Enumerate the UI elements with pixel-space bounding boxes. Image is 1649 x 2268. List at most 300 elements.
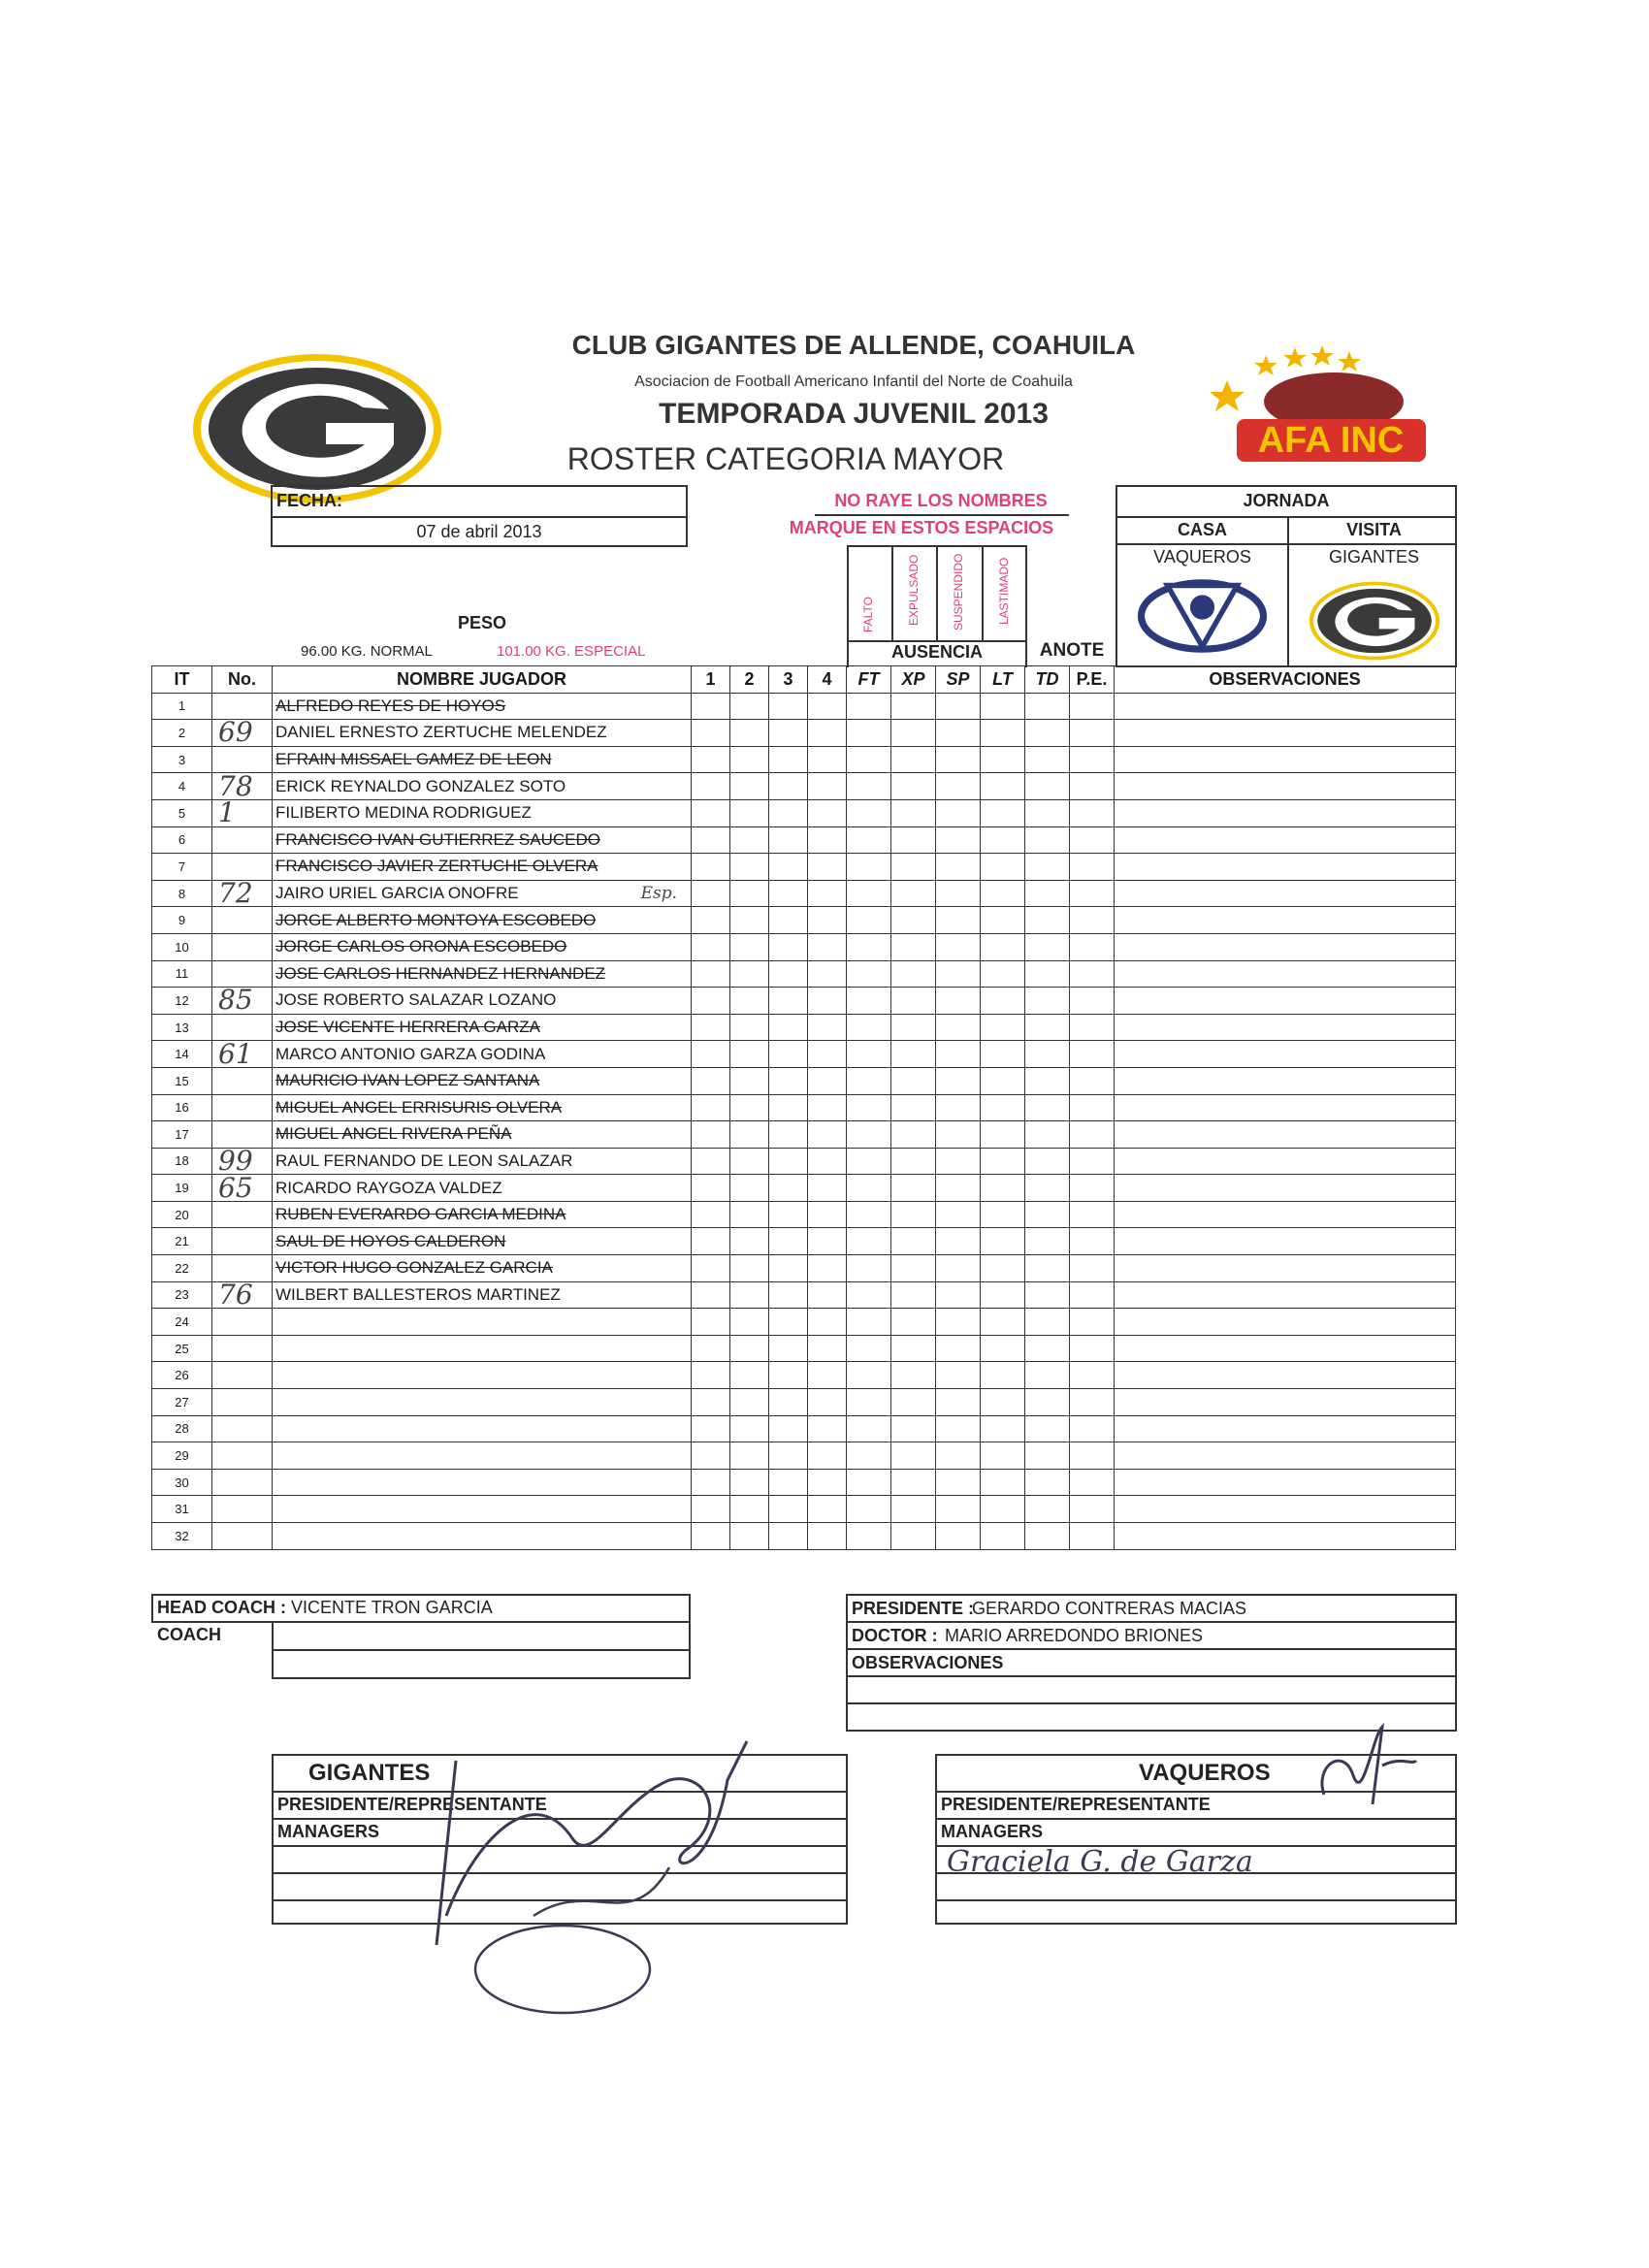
row-cell-sp[interactable]: [936, 1523, 981, 1550]
row-cell-pe[interactable]: [1070, 1523, 1115, 1550]
row-cell-sp[interactable]: [936, 1014, 981, 1041]
row-cell-obs[interactable]: [1115, 826, 1456, 854]
row-cell-lt[interactable]: [981, 1175, 1025, 1202]
row-cell-lt[interactable]: [981, 907, 1025, 934]
row-cell-xp[interactable]: [891, 826, 936, 854]
row-cell-q3[interactable]: [769, 988, 808, 1015]
row-cell-pe[interactable]: [1070, 1442, 1115, 1470]
row-cell-td[interactable]: [1025, 1362, 1070, 1389]
row-cell-lt[interactable]: [981, 1281, 1025, 1309]
row-cell-pe[interactable]: [1070, 880, 1115, 907]
row-cell-lt[interactable]: [981, 933, 1025, 960]
row-cell-td[interactable]: [1025, 1094, 1070, 1121]
row-cell-q1[interactable]: [692, 933, 730, 960]
row-cell-q1[interactable]: [692, 1228, 730, 1255]
row-cell-sp[interactable]: [936, 1389, 981, 1416]
row-cell-q2[interactable]: [730, 1362, 769, 1389]
row-cell-lt[interactable]: [981, 1362, 1025, 1389]
row-cell-sp[interactable]: [936, 826, 981, 854]
row-cell-xp[interactable]: [891, 1148, 936, 1175]
row-cell-q3[interactable]: [769, 880, 808, 907]
row-cell-q1[interactable]: [692, 907, 730, 934]
row-cell-sp[interactable]: [936, 1228, 981, 1255]
row-cell-q4[interactable]: [808, 1281, 847, 1309]
row-cell-q4[interactable]: [808, 960, 847, 988]
row-cell-td[interactable]: [1025, 1442, 1070, 1470]
row-cell-lt[interactable]: [981, 1442, 1025, 1470]
row-cell-td[interactable]: [1025, 1228, 1070, 1255]
row-jersey-number[interactable]: [212, 1067, 273, 1094]
row-jersey-number[interactable]: [212, 773, 273, 800]
row-cell-td[interactable]: [1025, 1201, 1070, 1228]
row-cell-xp[interactable]: [891, 1014, 936, 1041]
row-cell-q3[interactable]: [769, 1496, 808, 1523]
row-cell-td[interactable]: [1025, 1389, 1070, 1416]
row-cell-q3[interactable]: [769, 933, 808, 960]
row-cell-q2[interactable]: [730, 1148, 769, 1175]
row-cell-q3[interactable]: [769, 1255, 808, 1282]
row-cell-q2[interactable]: [730, 1389, 769, 1416]
row-cell-q4[interactable]: [808, 1148, 847, 1175]
row-cell-q4[interactable]: [808, 1014, 847, 1041]
row-cell-q4[interactable]: [808, 880, 847, 907]
row-cell-ft[interactable]: [847, 988, 891, 1015]
row-cell-pe[interactable]: [1070, 720, 1115, 747]
row-cell-pe[interactable]: [1070, 1041, 1115, 1068]
row-cell-obs[interactable]: [1115, 854, 1456, 881]
row-cell-sp[interactable]: [936, 1175, 981, 1202]
row-cell-q3[interactable]: [769, 1415, 808, 1442]
row-cell-pe[interactable]: [1070, 1201, 1115, 1228]
row-cell-pe[interactable]: [1070, 988, 1115, 1015]
row-cell-ft[interactable]: [847, 1175, 891, 1202]
row-cell-obs[interactable]: [1115, 720, 1456, 747]
row-cell-q1[interactable]: [692, 1067, 730, 1094]
row-cell-ft[interactable]: [847, 1442, 891, 1470]
row-cell-ft[interactable]: [847, 1389, 891, 1416]
row-cell-xp[interactable]: [891, 907, 936, 934]
row-cell-xp[interactable]: [891, 960, 936, 988]
row-cell-ft[interactable]: [847, 907, 891, 934]
row-cell-q3[interactable]: [769, 960, 808, 988]
row-cell-q3[interactable]: [769, 1389, 808, 1416]
row-cell-obs[interactable]: [1115, 1389, 1456, 1416]
row-cell-lt[interactable]: [981, 1228, 1025, 1255]
row-cell-q1[interactable]: [692, 1014, 730, 1041]
row-cell-lt[interactable]: [981, 1094, 1025, 1121]
row-cell-td[interactable]: [1025, 960, 1070, 988]
row-cell-td[interactable]: [1025, 1281, 1070, 1309]
row-cell-q3[interactable]: [769, 746, 808, 773]
fecha-value[interactable]: 07 de abril 2013: [416, 522, 542, 541]
row-cell-obs[interactable]: [1115, 773, 1456, 800]
row-cell-sp[interactable]: [936, 960, 981, 988]
row-cell-lt[interactable]: [981, 720, 1025, 747]
row-cell-sp[interactable]: [936, 988, 981, 1015]
row-cell-pe[interactable]: [1070, 1148, 1115, 1175]
row-cell-sp[interactable]: [936, 1281, 981, 1309]
row-cell-lt[interactable]: [981, 1496, 1025, 1523]
row-cell-td[interactable]: [1025, 1335, 1070, 1362]
row-cell-pe[interactable]: [1070, 1496, 1115, 1523]
row-cell-td[interactable]: [1025, 1148, 1070, 1175]
row-cell-q1[interactable]: [692, 826, 730, 854]
row-jersey-number[interactable]: [212, 1442, 273, 1470]
row-cell-td[interactable]: [1025, 1067, 1070, 1094]
row-cell-td[interactable]: [1025, 799, 1070, 826]
row-cell-ft[interactable]: [847, 799, 891, 826]
row-cell-sp[interactable]: [936, 854, 981, 881]
row-cell-q4[interactable]: [808, 1469, 847, 1496]
row-cell-q2[interactable]: [730, 773, 769, 800]
row-cell-q2[interactable]: [730, 1281, 769, 1309]
row-cell-lt[interactable]: [981, 1389, 1025, 1416]
row-cell-ft[interactable]: [847, 1469, 891, 1496]
row-cell-q2[interactable]: [730, 1442, 769, 1470]
row-cell-lt[interactable]: [981, 1148, 1025, 1175]
row-cell-sp[interactable]: [936, 1362, 981, 1389]
row-cell-obs[interactable]: [1115, 1041, 1456, 1068]
row-cell-q2[interactable]: [730, 1121, 769, 1149]
row-cell-xp[interactable]: [891, 1362, 936, 1389]
row-cell-sp[interactable]: [936, 1469, 981, 1496]
row-jersey-number[interactable]: [212, 1228, 273, 1255]
row-cell-pe[interactable]: [1070, 1281, 1115, 1309]
row-cell-q1[interactable]: [692, 746, 730, 773]
row-cell-ft[interactable]: [847, 693, 891, 720]
row-cell-q2[interactable]: [730, 1309, 769, 1336]
row-cell-q2[interactable]: [730, 1496, 769, 1523]
row-cell-q3[interactable]: [769, 1228, 808, 1255]
row-cell-q3[interactable]: [769, 1201, 808, 1228]
row-cell-obs[interactable]: [1115, 1415, 1456, 1442]
row-cell-ft[interactable]: [847, 1309, 891, 1336]
row-cell-obs[interactable]: [1115, 880, 1456, 907]
row-cell-td[interactable]: [1025, 1255, 1070, 1282]
row-cell-sp[interactable]: [936, 933, 981, 960]
row-cell-lt[interactable]: [981, 880, 1025, 907]
row-cell-ft[interactable]: [847, 1014, 891, 1041]
row-cell-pe[interactable]: [1070, 799, 1115, 826]
row-cell-sp[interactable]: [936, 1442, 981, 1470]
row-cell-lt[interactable]: [981, 1415, 1025, 1442]
row-cell-q1[interactable]: [692, 1041, 730, 1068]
row-cell-lt[interactable]: [981, 1067, 1025, 1094]
row-jersey-number[interactable]: [212, 1121, 273, 1149]
row-cell-td[interactable]: [1025, 933, 1070, 960]
row-cell-q2[interactable]: [730, 988, 769, 1015]
row-cell-lt[interactable]: [981, 799, 1025, 826]
row-cell-ft[interactable]: [847, 1121, 891, 1149]
row-cell-td[interactable]: [1025, 1041, 1070, 1068]
row-cell-q1[interactable]: [692, 1175, 730, 1202]
row-cell-sp[interactable]: [936, 799, 981, 826]
row-cell-ft[interactable]: [847, 1067, 891, 1094]
row-cell-sp[interactable]: [936, 720, 981, 747]
row-cell-q1[interactable]: [692, 773, 730, 800]
row-cell-lt[interactable]: [981, 960, 1025, 988]
row-cell-q4[interactable]: [808, 1041, 847, 1068]
row-cell-ft[interactable]: [847, 1496, 891, 1523]
row-cell-obs[interactable]: [1115, 1228, 1456, 1255]
row-cell-ft[interactable]: [847, 1362, 891, 1389]
row-cell-lt[interactable]: [981, 1469, 1025, 1496]
row-cell-q2[interactable]: [730, 1041, 769, 1068]
row-cell-pe[interactable]: [1070, 1389, 1115, 1416]
row-cell-pe[interactable]: [1070, 1362, 1115, 1389]
row-cell-q4[interactable]: [808, 720, 847, 747]
row-cell-q3[interactable]: [769, 1014, 808, 1041]
row-cell-xp[interactable]: [891, 720, 936, 747]
row-cell-q1[interactable]: [692, 880, 730, 907]
row-cell-xp[interactable]: [891, 1523, 936, 1550]
row-cell-xp[interactable]: [891, 773, 936, 800]
row-cell-obs[interactable]: [1115, 1362, 1456, 1389]
row-cell-ft[interactable]: [847, 1335, 891, 1362]
row-cell-ft[interactable]: [847, 1415, 891, 1442]
row-cell-ft[interactable]: [847, 773, 891, 800]
row-cell-q1[interactable]: [692, 1255, 730, 1282]
row-cell-obs[interactable]: [1115, 1281, 1456, 1309]
row-cell-q2[interactable]: [730, 1014, 769, 1041]
row-cell-q4[interactable]: [808, 1335, 847, 1362]
row-cell-q2[interactable]: [730, 1094, 769, 1121]
row-cell-q4[interactable]: [808, 1228, 847, 1255]
row-cell-q4[interactable]: [808, 1389, 847, 1416]
row-cell-td[interactable]: [1025, 746, 1070, 773]
row-cell-q1[interactable]: [692, 1335, 730, 1362]
row-cell-pe[interactable]: [1070, 960, 1115, 988]
row-cell-obs[interactable]: [1115, 1523, 1456, 1550]
row-cell-sp[interactable]: [936, 1148, 981, 1175]
row-cell-ft[interactable]: [847, 1094, 891, 1121]
row-jersey-number[interactable]: [212, 907, 273, 934]
row-cell-q4[interactable]: [808, 693, 847, 720]
row-jersey-number[interactable]: [212, 933, 273, 960]
row-cell-xp[interactable]: [891, 933, 936, 960]
row-cell-obs[interactable]: [1115, 693, 1456, 720]
row-cell-q3[interactable]: [769, 1094, 808, 1121]
row-cell-td[interactable]: [1025, 1469, 1070, 1496]
row-cell-q1[interactable]: [692, 693, 730, 720]
row-cell-q3[interactable]: [769, 1281, 808, 1309]
row-cell-q1[interactable]: [692, 1469, 730, 1496]
row-cell-pe[interactable]: [1070, 1228, 1115, 1255]
row-cell-q3[interactable]: [769, 1067, 808, 1094]
row-cell-q4[interactable]: [808, 1442, 847, 1470]
row-cell-q1[interactable]: [692, 1415, 730, 1442]
row-cell-ft[interactable]: [847, 1201, 891, 1228]
row-cell-q3[interactable]: [769, 826, 808, 854]
row-cell-td[interactable]: [1025, 693, 1070, 720]
row-cell-obs[interactable]: [1115, 1469, 1456, 1496]
row-cell-pe[interactable]: [1070, 933, 1115, 960]
row-cell-q4[interactable]: [808, 1067, 847, 1094]
row-cell-q2[interactable]: [730, 746, 769, 773]
row-cell-q3[interactable]: [769, 720, 808, 747]
row-cell-q1[interactable]: [692, 1309, 730, 1336]
row-cell-q3[interactable]: [769, 907, 808, 934]
row-cell-td[interactable]: [1025, 854, 1070, 881]
row-jersey-number[interactable]: [212, 1094, 273, 1121]
row-cell-q2[interactable]: [730, 933, 769, 960]
row-cell-q3[interactable]: [769, 1335, 808, 1362]
row-cell-ft[interactable]: [847, 854, 891, 881]
row-cell-xp[interactable]: [891, 854, 936, 881]
row-cell-q3[interactable]: [769, 1175, 808, 1202]
row-cell-td[interactable]: [1025, 1523, 1070, 1550]
row-cell-q4[interactable]: [808, 1496, 847, 1523]
row-cell-xp[interactable]: [891, 880, 936, 907]
row-cell-q4[interactable]: [808, 1175, 847, 1202]
row-cell-td[interactable]: [1025, 988, 1070, 1015]
row-cell-q3[interactable]: [769, 1523, 808, 1550]
row-cell-lt[interactable]: [981, 988, 1025, 1015]
row-cell-q4[interactable]: [808, 854, 847, 881]
row-cell-sp[interactable]: [936, 1121, 981, 1149]
row-cell-lt[interactable]: [981, 1201, 1025, 1228]
row-cell-q2[interactable]: [730, 720, 769, 747]
row-cell-sp[interactable]: [936, 1255, 981, 1282]
row-cell-q1[interactable]: [692, 1201, 730, 1228]
row-cell-lt[interactable]: [981, 773, 1025, 800]
row-cell-lt[interactable]: [981, 1523, 1025, 1550]
row-cell-q2[interactable]: [730, 1469, 769, 1496]
row-cell-ft[interactable]: [847, 1041, 891, 1068]
row-cell-ft[interactable]: [847, 1148, 891, 1175]
row-cell-obs[interactable]: [1115, 933, 1456, 960]
row-cell-obs[interactable]: [1115, 1309, 1456, 1336]
row-cell-q3[interactable]: [769, 1148, 808, 1175]
row-cell-lt[interactable]: [981, 1014, 1025, 1041]
row-jersey-number[interactable]: [212, 1255, 273, 1282]
row-cell-pe[interactable]: [1070, 1121, 1115, 1149]
row-cell-q3[interactable]: [769, 1362, 808, 1389]
row-cell-xp[interactable]: [891, 1175, 936, 1202]
row-cell-q4[interactable]: [808, 1309, 847, 1336]
row-cell-q2[interactable]: [730, 1523, 769, 1550]
row-cell-q4[interactable]: [808, 988, 847, 1015]
row-cell-obs[interactable]: [1115, 799, 1456, 826]
row-cell-ft[interactable]: [847, 1255, 891, 1282]
row-cell-lt[interactable]: [981, 1041, 1025, 1068]
row-cell-lt[interactable]: [981, 746, 1025, 773]
row-cell-td[interactable]: [1025, 1175, 1070, 1202]
row-cell-q3[interactable]: [769, 1469, 808, 1496]
row-jersey-number[interactable]: [212, 1309, 273, 1336]
row-cell-q4[interactable]: [808, 826, 847, 854]
row-cell-q4[interactable]: [808, 799, 847, 826]
row-cell-ft[interactable]: [847, 1281, 891, 1309]
row-cell-lt[interactable]: [981, 1309, 1025, 1336]
row-cell-pe[interactable]: [1070, 1014, 1115, 1041]
row-jersey-number[interactable]: [212, 1041, 273, 1068]
row-cell-q2[interactable]: [730, 1255, 769, 1282]
row-cell-q2[interactable]: [730, 854, 769, 881]
row-cell-td[interactable]: [1025, 1496, 1070, 1523]
row-cell-q2[interactable]: [730, 826, 769, 854]
row-cell-xp[interactable]: [891, 1201, 936, 1228]
row-cell-q2[interactable]: [730, 1335, 769, 1362]
row-cell-ft[interactable]: [847, 933, 891, 960]
row-cell-obs[interactable]: [1115, 1335, 1456, 1362]
row-cell-q1[interactable]: [692, 720, 730, 747]
row-cell-td[interactable]: [1025, 1415, 1070, 1442]
row-cell-xp[interactable]: [891, 1442, 936, 1470]
row-cell-xp[interactable]: [891, 1121, 936, 1149]
row-cell-ft[interactable]: [847, 746, 891, 773]
row-jersey-number[interactable]: [212, 746, 273, 773]
row-jersey-number[interactable]: [212, 960, 273, 988]
row-cell-q1[interactable]: [692, 1523, 730, 1550]
row-cell-ft[interactable]: [847, 720, 891, 747]
row-cell-td[interactable]: [1025, 907, 1070, 934]
row-jersey-number[interactable]: [212, 988, 273, 1015]
row-cell-pe[interactable]: [1070, 693, 1115, 720]
row-cell-xp[interactable]: [891, 1041, 936, 1068]
row-cell-q4[interactable]: [808, 1094, 847, 1121]
row-cell-lt[interactable]: [981, 1255, 1025, 1282]
row-cell-xp[interactable]: [891, 1496, 936, 1523]
row-cell-xp[interactable]: [891, 1228, 936, 1255]
row-cell-q2[interactable]: [730, 960, 769, 988]
row-cell-xp[interactable]: [891, 1469, 936, 1496]
row-cell-q2[interactable]: [730, 1415, 769, 1442]
row-cell-sp[interactable]: [936, 1309, 981, 1336]
row-jersey-number[interactable]: [212, 1175, 273, 1202]
row-cell-pe[interactable]: [1070, 1175, 1115, 1202]
row-cell-pe[interactable]: [1070, 1255, 1115, 1282]
row-cell-q4[interactable]: [808, 746, 847, 773]
row-cell-q3[interactable]: [769, 773, 808, 800]
row-cell-q3[interactable]: [769, 1442, 808, 1470]
row-cell-q1[interactable]: [692, 1121, 730, 1149]
row-cell-td[interactable]: [1025, 880, 1070, 907]
row-cell-pe[interactable]: [1070, 1094, 1115, 1121]
row-cell-lt[interactable]: [981, 826, 1025, 854]
row-cell-q4[interactable]: [808, 1362, 847, 1389]
row-cell-lt[interactable]: [981, 693, 1025, 720]
row-cell-lt[interactable]: [981, 1121, 1025, 1149]
row-cell-xp[interactable]: [891, 693, 936, 720]
row-cell-obs[interactable]: [1115, 746, 1456, 773]
row-cell-pe[interactable]: [1070, 746, 1115, 773]
row-cell-q3[interactable]: [769, 799, 808, 826]
row-cell-sp[interactable]: [936, 1201, 981, 1228]
row-cell-q1[interactable]: [692, 988, 730, 1015]
row-cell-pe[interactable]: [1070, 1335, 1115, 1362]
row-cell-q2[interactable]: [730, 799, 769, 826]
row-cell-obs[interactable]: [1115, 1201, 1456, 1228]
row-jersey-number[interactable]: [212, 854, 273, 881]
row-cell-q2[interactable]: [730, 1201, 769, 1228]
row-cell-q1[interactable]: [692, 1389, 730, 1416]
row-cell-ft[interactable]: [847, 1228, 891, 1255]
row-cell-sp[interactable]: [936, 1094, 981, 1121]
row-jersey-number[interactable]: [212, 1389, 273, 1416]
row-jersey-number[interactable]: [212, 1415, 273, 1442]
row-cell-q2[interactable]: [730, 880, 769, 907]
row-cell-ft[interactable]: [847, 880, 891, 907]
row-cell-q4[interactable]: [808, 773, 847, 800]
row-cell-pe[interactable]: [1070, 1415, 1115, 1442]
row-jersey-number[interactable]: [212, 1281, 273, 1309]
row-cell-q1[interactable]: [692, 960, 730, 988]
row-cell-q1[interactable]: [692, 1281, 730, 1309]
row-cell-xp[interactable]: [891, 1309, 936, 1336]
row-jersey-number[interactable]: [212, 693, 273, 720]
row-cell-q2[interactable]: [730, 1067, 769, 1094]
